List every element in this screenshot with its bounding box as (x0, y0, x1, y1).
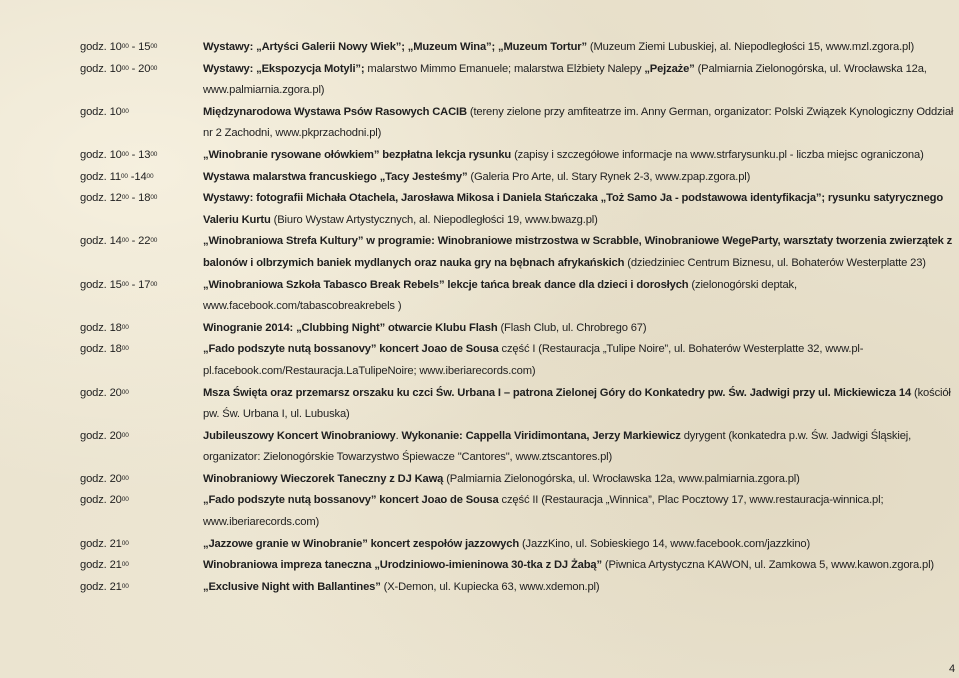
entry-description (203, 59, 956, 102)
entry-time (80, 167, 202, 189)
time-separator: - (128, 62, 139, 75)
entry-description (203, 102, 956, 145)
time-end-hour: 17 (138, 278, 151, 291)
entry-description (203, 231, 956, 274)
entry-time (80, 426, 202, 448)
schedule-entry (80, 339, 956, 382)
time-start-minutes: 00 (121, 237, 129, 245)
description-text: (X-Demon, ul. Kupiecka 63, www.xdemon.pl) (380, 580, 600, 593)
description-highlight: Winobraniowa impreza taneczna „Urodziniowo-imieninowa 30-tka z DJ Żabą” (203, 559, 602, 572)
time-end-hour: 13 (138, 148, 151, 161)
time-start-minutes: 00 (121, 561, 129, 569)
time-end-minutes: 00 (146, 172, 154, 180)
time-start-hour: godz. 12 (80, 192, 122, 205)
entry-time (80, 534, 202, 556)
time-end-minutes: 00 (150, 150, 158, 158)
time-start-hour: godz. 21 (80, 537, 122, 550)
time-start-minutes: 00 (121, 496, 129, 504)
entry-description (203, 469, 956, 491)
entry-description (203, 145, 956, 167)
time-separator: - (128, 148, 139, 161)
time-start-minutes: 00 (121, 345, 129, 353)
description-text: dyrygent (konkatedra p.w. Św. Jadwigi Śląskiej, organizator: Zielonogórskie Towarzystwo Śpiewacze "Cantores", www.ztscantores.pl) (203, 429, 912, 464)
description-text: (Muzeum Ziemi Lubuskiej, al. Niepodległości 15, www.mzl.zgora.pl) (586, 41, 915, 53)
description-highlight: Jubileuszowy Koncert Winobraniowy (203, 429, 396, 442)
description-text: . (395, 429, 402, 442)
time-end-minutes: 00 (150, 43, 158, 50)
entry-description (203, 426, 956, 469)
description-text: (Palmiarnia Zielonogórska, ul. Wrocławska 12a, www.palmiarnia.zgora.pl) (203, 62, 927, 97)
description-text: (zapisy i szczegółowe informacje na www.strfarysunku.pl - liczba miejsc ograniczona) (511, 148, 924, 161)
entry-time (80, 577, 202, 599)
time-start-minutes: 00 (121, 64, 129, 72)
time-start-minutes: 00 (121, 539, 129, 547)
description-highlight: Wystawy: „Ekspozycja Motyli”; (203, 62, 368, 75)
entry-time (80, 37, 202, 59)
time-start-minutes: 00 (121, 150, 129, 158)
entry-time (80, 318, 202, 340)
description-text: część I (Restauracja „Tulipe Noire”, ul. Bohaterów Westerplatte 32, www.pl-pl.facebook.com/Restauracja.LaTulipeNoire; www.iberiarecords.com) (203, 343, 864, 377)
schedule-entry (80, 318, 956, 340)
schedule-entry (80, 426, 956, 469)
description-highlight: „Winobraniowa Szkoła Tabasco Break Rebels” lekcje tańca break dance dla dzieci i dorosłych (203, 278, 689, 291)
description-highlight: Wystawa malarstwa francuskiego „Tacy Jesteśmy” (203, 170, 468, 183)
entry-description (203, 167, 956, 189)
schedule-entry (80, 188, 956, 231)
description-text: część II (Restauracja „Winnica”, Plac Pocztowy 17, www.restauracja-winnica.pl; www.iberiarecords.com) (203, 494, 884, 529)
schedule-entry (80, 231, 956, 274)
schedule-entry (80, 102, 956, 145)
time-start-minutes: 00 (121, 388, 129, 396)
time-start-minutes: 00 (121, 194, 129, 202)
time-start-hour: godz. 20 (80, 386, 122, 399)
entry-description (203, 275, 956, 318)
description-highlight: Winogranie 2014: „Clubbing Night” otwarcie Klubu Flash (203, 321, 498, 334)
description-text: (tereny zielone przy amfiteatrze im. Anny German, organizator: Polski Związek Kynologiczny Oddział nr 2 Zachodni, www.pkprzachodni.pl) (203, 105, 954, 140)
description-highlight: Wystawy: fotografii Michała Otachela, Jarosława Mikosa i Daniela Stańczaka „Toż Samo Ja - podstawowa identyfikacja”; rysunku satyrycznego Valeriu Kurtu (203, 192, 944, 226)
schedule-entry (80, 555, 956, 577)
entry-time (80, 490, 202, 512)
time-end-minutes: 00 (150, 64, 158, 72)
entry-description (203, 383, 956, 426)
description-highlight: „Jazzowe granie w Winobranie” koncert zespołów jazzowych (203, 537, 520, 550)
entry-description (203, 37, 956, 59)
entry-time (80, 102, 202, 124)
description-highlight: „Winobraniowa Strefa Kultury” w programie: Winobraniowe mistrzostwa w Scrabble, Winobraniowe WegeParty, warsztaty tworzenia zwierzątek z balonów i olbrzymich baniek mydlanych oraz nauka gry na bębnach afrykańskich (203, 235, 953, 269)
time-start-minutes: 00 (121, 280, 129, 288)
schedule-entry (80, 59, 956, 102)
schedule-entry (80, 145, 956, 167)
time-start-hour: godz. 20 (80, 494, 122, 507)
entry-description (203, 188, 956, 231)
time-start-hour: godz. 10 (80, 41, 122, 53)
description-highlight: Winobraniowy Wieczorek Taneczny z DJ Kawą (203, 472, 444, 485)
time-end-minutes: 00 (150, 237, 158, 245)
description-text: (Palmiarnia Zielonogórska, ul. Wrocławska 12a, www.palmiarnia.zgora.pl) (443, 472, 800, 485)
time-start-minutes: 00 (121, 431, 129, 439)
description-text: (Flash Club, ul. Chrobrego 67) (497, 321, 647, 334)
schedule-entry (80, 37, 956, 59)
entry-description (203, 318, 956, 340)
description-text: (zielonogórski deptak, www.facebook.com/tabascobreakrebels ) (203, 278, 797, 313)
time-end-minutes: 00 (150, 194, 158, 202)
time-start-hour: godz. 18 (80, 321, 122, 334)
time-start-hour: godz. 18 (80, 343, 122, 356)
time-start-hour: godz. 15 (80, 278, 122, 291)
entry-time (80, 383, 202, 405)
description-highlight: Międzynarodowa Wystawa Psów Rasowych CACIB (203, 105, 467, 118)
time-start-hour: godz. 21 (80, 580, 122, 593)
schedule-entry (80, 534, 956, 556)
time-start-minutes: 00 (121, 107, 129, 115)
time-start-minutes: 00 (121, 582, 129, 590)
time-separator: - (127, 170, 135, 183)
time-start-hour: godz. 10 (80, 148, 122, 161)
description-highlight: „Winobranie rysowane ołówkiem” bezpłatna lekcja rysunku (203, 148, 512, 161)
time-start-hour: godz. 11 (80, 170, 121, 183)
schedule-entry (80, 469, 956, 491)
description-highlight: „Fado podszyte nutą bossanovy” koncert Joao de Sousa (203, 494, 499, 507)
description-text: (Piwnica Artystyczna KAWON, ul. Zamkowa 5, www.kawon.zgora.pl) (601, 559, 934, 572)
event-schedule (80, 37, 956, 598)
time-end-minutes: 00 (150, 280, 158, 288)
time-end-hour: 18 (138, 192, 151, 205)
time-start-hour: godz. 21 (80, 559, 122, 572)
description-highlight: Wystawy: „Artyści Galerii Nowy Wiek”; „Muzeum Wina”; „Muzeum Tortur” (203, 41, 587, 53)
entry-time (80, 469, 202, 491)
description-highlight: Msza Święta oraz przemarsz orszaku ku czci Św. Urbana I – patrona Zielonej Góry do Konkatedry pw. Św. Jadwigi przy ul. Mickiewicza 14 (203, 386, 912, 399)
description-text: (kościół pw. Św. Urbana I, ul. Lubuska) (203, 386, 951, 421)
time-start-hour: godz. 10 (80, 105, 122, 118)
time-separator: - (128, 41, 139, 53)
schedule-entry (80, 577, 956, 599)
entry-time (80, 339, 202, 361)
entry-description (203, 490, 956, 533)
entry-time (80, 145, 202, 167)
entry-description (203, 534, 956, 556)
time-end-hour: 22 (138, 235, 151, 248)
time-separator: - (128, 278, 139, 291)
schedule-entry (80, 167, 956, 189)
description-text: malarstwo Mimmo Emanuele; malarstwa Elżbiety Nalepy (367, 62, 645, 75)
time-separator: - (128, 192, 139, 205)
entry-description (203, 339, 956, 382)
entry-description (203, 555, 956, 577)
schedule-entry (80, 383, 956, 426)
entry-time (80, 555, 202, 577)
time-start-hour: godz. 14 (80, 235, 122, 248)
schedule-entry (80, 490, 956, 533)
entry-time (80, 188, 202, 210)
time-start-hour: godz. 20 (80, 472, 122, 485)
time-start-minutes: 00 (120, 172, 128, 180)
time-separator: - (128, 235, 139, 248)
entry-time (80, 59, 202, 81)
time-end-hour: 14 (134, 170, 147, 183)
description-text: (JazzKino, ul. Sobieskiego 14, www.facebook.com/jazzkino) (519, 537, 811, 550)
entry-time (80, 231, 202, 253)
description-text: (dziedziniec Centrum Biznesu, ul. Bohaterów Westerplatte 23) (624, 256, 926, 269)
description-highlight: „Exclusive Night with Ballantines” (203, 580, 381, 593)
page-number: 4 (949, 663, 955, 675)
description-text: (Galeria Pro Arte, ul. Stary Rynek 2-3, www.zpap.zgora.pl) (467, 170, 751, 183)
schedule-entry (80, 275, 956, 318)
entry-time (80, 275, 202, 297)
time-start-minutes: 00 (121, 43, 129, 50)
time-end-hour: 20 (138, 62, 151, 75)
description-text: (Biuro Wystaw Artystycznych, al. Niepodległości 19, www.bwazg.pl) (270, 213, 598, 226)
entry-description (203, 577, 956, 599)
time-start-hour: godz. 20 (80, 429, 122, 442)
description-highlight: „Pejzaże” (644, 62, 695, 75)
time-start-minutes: 00 (121, 474, 129, 482)
time-start-minutes: 00 (121, 323, 129, 331)
time-start-hour: godz. 10 (80, 62, 122, 75)
time-end-hour: 15 (138, 41, 151, 53)
description-highlight: „Fado podszyte nutą bossanovy” koncert Joao de Sousa (203, 343, 499, 356)
description-highlight: Wykonanie: Cappella Viridimontana, Jerzy Markiewicz (401, 429, 681, 442)
